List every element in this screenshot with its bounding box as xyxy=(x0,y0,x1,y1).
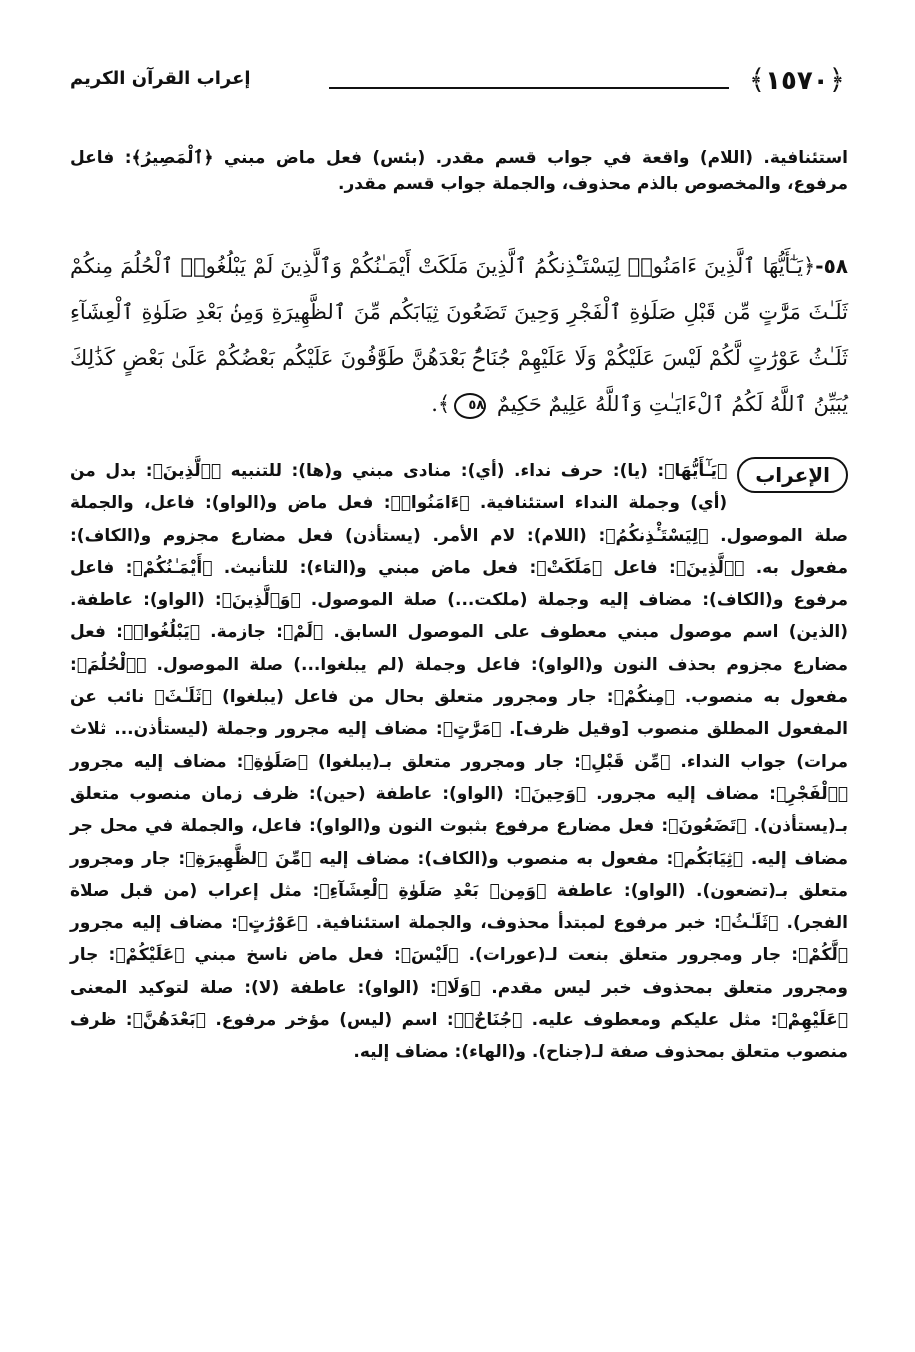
page-number-value: ١٥٧٠ xyxy=(765,66,829,96)
page-header xyxy=(70,58,845,108)
verse-closing: ﴾. xyxy=(431,392,451,416)
irab-paragraph xyxy=(70,455,848,1069)
page-number-open-bracket: ﴿ xyxy=(828,63,845,96)
book-title: إعراب القرآن الكريم xyxy=(70,68,251,89)
intro-paragraph: استئنافية. (اللام) واقعة في جواب قسم مقدر. (بئس) فعل ماض مبني ﴿ٱلْمَصِيرُ﴾: فاعل مرفوع، والمخصوص بالذم محذوف، والجملة جواب قسم مقدر. xyxy=(70,148,848,194)
verse-number: ٥٨- xyxy=(815,254,848,278)
ayah-number-marker: ٥٨ xyxy=(454,393,486,419)
verse-text: ﴿يَـٰٓأَيُّهَا ٱلَّذِينَ ءَامَنُوا۟ لِيَسْتَـْٔذِنكُمُ ٱلَّذِينَ مَلَكَتْ أَيْمَـٰنُكُمْ وَٱلَّذِينَ لَمْ يَبْلُغُوا۟ ٱلْحُلُمَ مِنكُمْ ثَلَـٰثَ مَرَّٰتٍ مِّن قَبْلِ صَلَوٰةِ ٱلْفَجْرِ وَحِينَ تَضَعُونَ ثِيَابَكُم مِّنَ ٱلظَّهِيرَةِ وَمِنۢ بَعْدِ صَلَوٰةِ ٱلْعِشَآءِ ثَلَـٰثُ عَوْرَٰتٍ لَّكُمْ لَيْسَ عَلَيْكُمْ وَلَا عَلَيْهِمْ جُنَاحٌۢ بَعْدَهُنَّ طَوَّٰفُونَ عَلَيْكُم بَعْضُكُمْ عَلَىٰ بَعْضٍ كَذَٰلِكَ يُبَيِّنُ ٱللَّهُ لَكُمُ ٱلْءَايَـٰتِ وَٱللَّهُ عَلِيمٌ حَكِيمٌ xyxy=(70,254,848,416)
irab-label-badge: الإعراب xyxy=(737,457,848,493)
irab-text: ﴿يَـٰٓأَيُّهَا﴾: (يا): حرف نداء. (أي): منادى مبني و(ها): للتنبيه ﴿ٱلَّذِينَ﴾: بدل من (أي) وجملة النداء استئنافية. ﴿ءَامَنُوا۟﴾: فعل ماض و(الواو): فاعل، والجملة صلة الموصول. ﴿لِيَسْتَـْٔذِنكُمُ﴾: (اللام): لام الأمر. (يستأذن) فعل مضارع مجزوم و(الكاف): مفعول به. ﴿ٱلَّذِينَ﴾: فاعل ﴿مَلَكَتْ﴾: فعل ماض مبني و(التاء): للتأنيث. ﴿أَيْمَـٰنُكُمْ﴾: فاعل مرفوع و(الكاف): مضاف إليه وجملة (ملكت...) صلة الموصول. ﴿وَٱلَّذِينَ﴾: (الواو): عاطفة. (الذين) اسم موصول مبني معطوف على الموصول السابق. ﴿لَمْ﴾: جازمة. ﴿يَبْلُغُوا۟﴾: فعل مضارع مجزوم بحذف النون و(الواو): فاعل وجملة (لم يبلغوا...) صلة الموصول. ﴿ٱلْحُلُمَ﴾: مفعول به منصوب. ﴿مِنكُمْ﴾: جار ومجرور متعلق بحال من فاعل (يبلغوا) ﴿ثَلَـٰثَ﴾ نائب عن المفعول المطلق منصوب [وقيل ظرف]. ﴿مَرَّٰتٍ﴾: مضاف إليه مجرور وجملة (ليستأذن... ثلاث مرات) جواب النداء. ﴿مِّن قَبْلِ﴾: جار ومجرور متعلق بـ(يبلغوا) ﴿صَلَوٰةِ﴾: مضاف إليه مجرور ﴿ٱلْفَجْرِ﴾: مضاف إليه مجرور. ﴿وَحِينَ﴾: (الواو): عاطفة (حين): ظرف زمان منصوب متعلق بـ(يستأذن). ﴿تَضَعُونَ﴾: فعل مضارع مرفوع بثبوت النون و(الواو): فاعل، والجملة في محل جر مضاف إليه. ﴿ثِيَابَكُم﴾: مفعول به منصوب و(الكاف): مضاف إليه ﴿مِّنَ ٱلظَّهِيرَةِ﴾: جار ومجرور متعلق بـ(تضعون). (الواو): عاطفة ﴿وَمِنۢ بَعْدِ صَلَوٰةِ ٱلْعِشَآءِ﴾: مثل إعراب (من قبل صلاة الفجر). ﴿ثَلَـٰثُ﴾: خبر مرفوع لمبتدأ محذوف، والجملة استئنافية. ﴿عَوْرَٰتٍ﴾: مضاف إليه مجرور ﴿لَّكُمْ﴾: جار ومجرور متعلق بنعت لـ(عورات). ﴿لَيْسَ﴾: فعل ماض ناسخ مبني ﴿عَلَيْكُمْ﴾: جار ومجرور متعلق بمحذوف خبر ليس مقدم. ﴿وَلَا﴾: (الواو): عاطفة (لا): صلة لتوكيد المعنى ﴿عَلَيْهِمْ﴾: مثل عليكم ومعطوف عليه. ﴿جُنَاحٌۢ﴾: اسم (ليس) مؤخر مرفوع. ﴿بَعْدَهُنَّ﴾: ظرف منصوب متعلق بمحذوف صفة لـ(جناح). و(الهاء): مضاف إليه. xyxy=(70,461,848,1063)
header-divider xyxy=(329,87,729,89)
page-number xyxy=(749,60,845,101)
quran-verse xyxy=(70,243,848,427)
page-number-close-bracket: ﴾ xyxy=(748,63,766,96)
